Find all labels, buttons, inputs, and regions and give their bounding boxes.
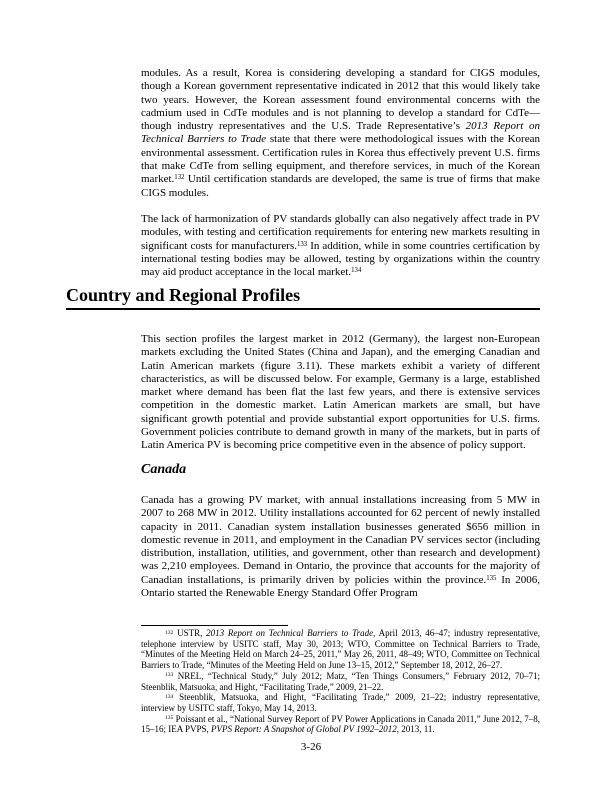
footnote-132 (141, 628, 540, 671)
footnote-ref-132: 132 (174, 174, 185, 182)
paragraph-section-overview: This section profiles the largest market in 2012 (Germany), the largest non-European markets excluding the United States (China and Japan), and the emerging Canadian and Latin American markets (figure 3.11). These markets exhibit a variety of different characteristics, as will be discussed below. For example, Germany is a large, established market where demand has been flat the last few years, and there is extensive services competition in the domestic market. Latin American markets are small, but have significant growth potential and provide substantial export opportunities for U.S. firms. Government policies contribute to demand growth in many of the markets, but in parts of Latin America PV is becoming price competitive even in the absence of policy support. (141, 333, 540, 452)
footnote-133 (141, 671, 540, 692)
subsection-heading-canada: Canada (141, 462, 187, 477)
footnote-135-marker: 135 (165, 715, 174, 722)
section-heading-country-regional-profiles: Country and Regional Profiles (66, 285, 540, 310)
footnote-132-title-italic: 2013 Report on Technical Barriers to Trade (206, 628, 374, 638)
footnote-ref-135: 135 (486, 574, 497, 582)
footnote-135-title-italic: PVPS Report: A Snapshot of Global PV 1992–2012 (211, 724, 397, 735)
footnote-133-marker: 133 (165, 672, 174, 679)
paragraph-korea-standards-text: modules. As a result, Korea is considering developing a standard for CIGS modules, though a Korean government representative indicated in 2012 that this would likely take two years. However, the Korean assessment found environmental concerns with the cadmium used in CdTe modules and is not planning to develop a standard for CdTe—though industry representatives and the U.S. Trade Representative’s (141, 67, 540, 133)
footnote-separator-rule (141, 625, 288, 626)
paragraph-harmonization (141, 213, 540, 279)
paragraph-korea-standards-text-3: Until certification standards are developed, the same is true of firms that make CIGS modules. (141, 173, 540, 199)
paragraph-harmonization-text: The lack of harmonization of PV standards globally can also negatively affect trade in PV modules, with testing and certification requirements for entering new markets resulting in significant costs for manufacturers. (141, 213, 540, 252)
report-title-italic: 2013 Report on Technical Barriers to Trade (141, 120, 540, 146)
footnote-134-text: Steenblik, Matsuoka, and Hight, “Facilitating Trade,” 2009, 21–22; industry representative, interview by USITC staff, Tokyo, May 14, 2013. (141, 692, 540, 713)
footnote-135-text-2: , 2013, 11. (396, 724, 435, 735)
paragraph-korea-standards-text-2: state that there were methodological issues with the Korean environmental assessment. Certification rules in Korea thus effectively prevent U.S. firms that make CdTe from selling equipment, and therefore services, in much of the Korean market. (141, 133, 540, 186)
footnote-134-marker: 134 (165, 693, 174, 700)
footnote-ref-133: 133 (296, 240, 308, 248)
paragraph-canada-market (141, 494, 540, 600)
paragraph-harmonization-text-2: In addition, while in some countries certification by international testing bodies may be allowed, testing by organizations within the country may aid product acceptance in the local market. (141, 239, 540, 279)
footnote-132-marker: 132 (165, 629, 174, 636)
footnote-132-text: USTR, (173, 628, 207, 638)
footnotes-block (141, 628, 540, 735)
paragraph-korea-standards (141, 67, 540, 200)
page-number: 3-26 (300, 741, 322, 753)
footnote-133-text: NREL, “Technical Study,” July 2012; Matz, “Ten Things Consumers,” February 2012, 70–71; Steenblik, Matsuoka, and Hight, “Facilitating Trade,” 2009, 21–22. (141, 670, 540, 692)
footnote-135-text: Poissant et al., “National Survey Report of PV Power Applications in Canada 2011,” June 2012, 7–8, 15–16; IEA PVPS, (141, 713, 540, 735)
footnote-132-text-2: , April 2013, 46–47; industry representative, telephone interview by USITC staff, May 30, 2013; WTO, Committee on Technical Barriers to Trade, “Minutes of the Meeting Held on March 24–25, 2011,” May 26, 2011, 48–49; WTO, Committee on Technical Barriers to Trade, “Minutes of the Meeting Held on June 13–15, 2012,” September 18, 2012, 26–27. (141, 628, 540, 671)
footnote-ref-134: 134 (351, 267, 362, 275)
paragraph-canada-market-text: Canada has a growing PV market, with annual installations increasing from 5 MW in 2007 to 268 MW in 2012. Utility installations accounted for 62 percent of newly installed capacity in 2011. Canadian system installation businesses generated $656 million in domestic revenue in 2011, and employment in the Canadian PV services sector (including distribution, installation, utilities, and government, other than research and development) was 2,210 employees. Demand in Ontario, the province that accounts for the majority of Canadian installations, is primarily driven by policies within the province. (141, 494, 540, 586)
paragraph-canada-market-text-2: In 2006, Ontario started the Renewable Energy Standard Offer Program (141, 573, 540, 600)
footnote-134 (141, 692, 540, 713)
footnote-135 (141, 714, 540, 735)
